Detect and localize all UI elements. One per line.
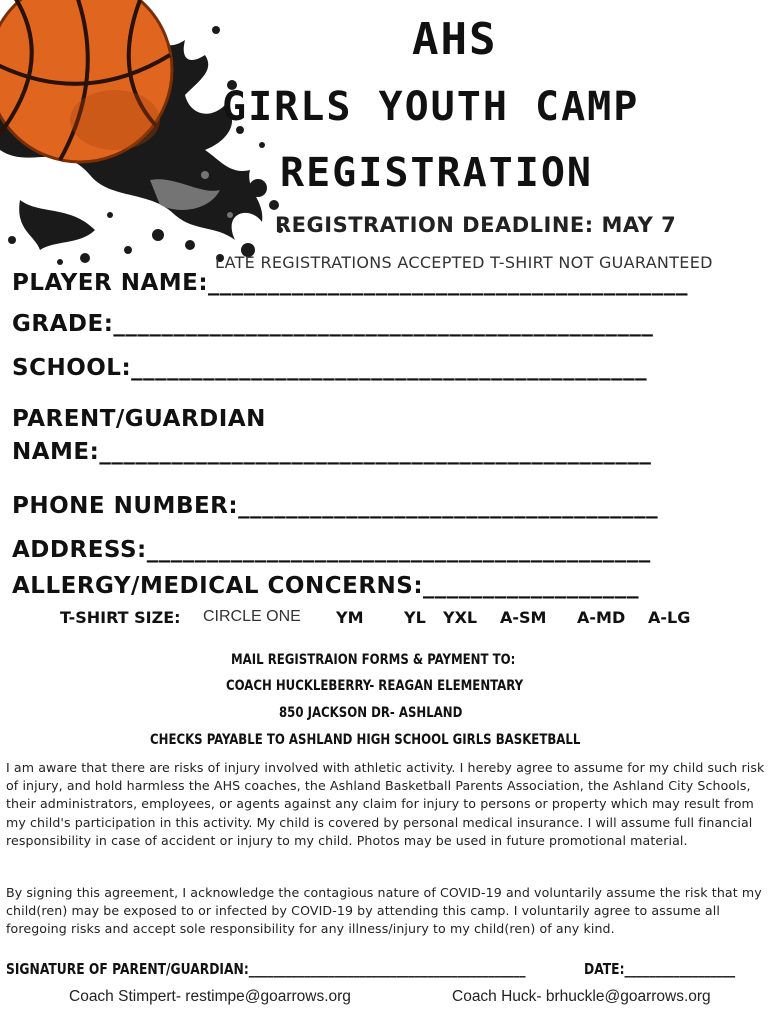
checks-payable: CHECKS PAYABLE TO ASHLAND HIGH SCHOOL GIRLS BASKETBALL xyxy=(150,732,581,748)
parent-signature-field[interactable]: SIGNATURE OF PARENT/GUARDIAN:_____________________________________________ xyxy=(6,960,526,978)
size-option-ym[interactable]: YM xyxy=(336,608,364,627)
parent-guardian-label: PARENT/GUARDIAN xyxy=(12,406,266,432)
coach-stimpert-contact: Coach Stimpert- restimpe@goarrows.org xyxy=(69,988,351,1005)
mail-recipient: COACH HUCKLEBERRY- REAGAN ELEMENTARY xyxy=(226,678,524,694)
late-registration-note: LATE REGISTRATIONS ACCEPTED T-SHIRT NOT GUARANTEED xyxy=(215,253,713,272)
covid-waiver-paragraph: By signing this agreement, I acknowledge the contagious nature of COVID-19 and voluntarily assume the risk that my child(ren) may be exposed to or infected by COVID-19 by attending this camp. I voluntarily agree to assume all foregoing risks and accept sole responsibility for any illness/injury to my child(ren) of any kind. xyxy=(6,885,762,937)
tshirt-size-label: T-SHIRT SIZE: xyxy=(60,608,181,627)
injury-waiver-paragraph: I am aware that there are risks of injury involved with athletic activity. I hereby agree to assume for my child such risk of injury, and hold harmless the AHS coaches, the Ashland Basketball Parents Association, the Ashland City Schools, their administrators, employees, or agents against any claim for injury to persons or property which may result from my child's participation in this activity. My child is covered by personal medical insurance. I will assume full financial responsibility in case of accident or injury to my child. Photos may be used in future promotional material. xyxy=(6,760,765,848)
mail-address: 850 JACKSON DR- ASHLAND xyxy=(279,705,463,721)
size-option-a-lg[interactable]: A-LG xyxy=(648,608,691,627)
size-option-yxl[interactable]: YXL xyxy=(443,608,478,627)
title-ahs: AHS xyxy=(412,14,498,65)
phone-number-field[interactable]: PHONE NUMBER:___________________________________ xyxy=(12,493,659,519)
title-registration: REGISTRATION xyxy=(280,150,593,196)
title-girls-youth-camp: GIRLS YOUTH CAMP xyxy=(222,84,640,130)
parent-name-field[interactable]: NAME:______________________________________________ xyxy=(12,439,652,465)
address-field[interactable]: ADDRESS:__________________________________________ xyxy=(12,537,651,563)
allergy-medical-field[interactable]: ALLERGY/MEDICAL CONCERNS:__________________ xyxy=(12,573,640,599)
player-name-field[interactable]: PLAYER NAME:________________________________________ xyxy=(12,270,689,296)
coach-huck-contact: Coach Huck- brhuckle@goarrows.org xyxy=(452,988,711,1005)
size-option-a-md[interactable]: A-MD xyxy=(577,608,626,627)
mail-instruction: MAIL REGISTRAION FORMS & PAYMENT TO: xyxy=(231,652,516,668)
grade-field[interactable]: GRADE:_____________________________________________ xyxy=(12,311,654,337)
tshirt-instruction: CIRCLE ONE xyxy=(203,608,301,625)
school-field[interactable]: SCHOOL:___________________________________________ xyxy=(12,355,648,381)
basketball-icon xyxy=(0,0,172,162)
size-option-yl[interactable]: YL xyxy=(404,608,426,627)
size-option-a-sm[interactable]: A-SM xyxy=(500,608,547,627)
registration-deadline: REGISTRATION DEADLINE: MAY 7 xyxy=(275,213,677,237)
date-field[interactable]: DATE:__________________ xyxy=(584,960,736,978)
basketball-splatter-graphic xyxy=(0,0,290,270)
